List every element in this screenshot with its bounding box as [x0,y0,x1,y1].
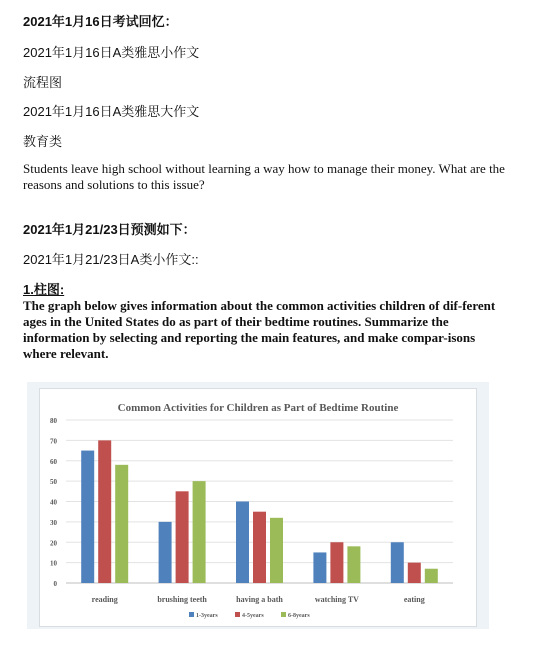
chart-figure [27,382,489,629]
y-tick-label: 30 [50,518,57,527]
task-block [23,282,503,362]
y-tick-label: 60 [50,457,57,466]
small-essay-type: 流程图 [23,75,63,90]
x-tick-label: brushing teeth [157,595,207,604]
bar-1-3years [159,522,172,583]
x-tick-label: eating [403,595,425,604]
bar-1-3years [313,552,326,583]
legend-swatch [189,612,194,617]
y-tick-label: 70 [50,437,57,446]
x-tick-label: having a bath [236,595,283,604]
y-tick-label: 10 [50,559,57,568]
legend-label: 4-5years [242,613,264,619]
y-tick-label: 50 [50,478,57,487]
bar-4-5years [330,542,343,583]
bar-6-8years [347,546,360,583]
x-tick-label: watching TV [314,595,359,604]
y-tick-label: 40 [50,498,57,507]
chart-card [39,388,477,627]
small-essay-line: 2021年1月16日A类雅思小作文 [23,45,200,60]
bar-6-8years [115,465,128,583]
x-tick-label: reading [91,595,118,604]
bar-1-3years [236,502,249,584]
big-essay-line: 2021年1月16日A类雅思大作文 [23,104,200,119]
task-number: 1.柱图: [23,282,65,297]
y-tick-label: 80 [50,417,57,425]
bar-chart [40,389,476,626]
recall-heading: 2021年1月16日考试回忆： [23,14,178,29]
big-essay-prompt: Students leave high school without learning a way how to manage their money. What are the reasons and solutions to this issue? [23,161,505,192]
big-essay-type: 教育类 [23,134,63,149]
prediction-small-line: 2021年1月21/23日A类小作文:: [23,252,199,267]
y-tick-label: 20 [50,539,57,548]
legend-swatch [235,612,240,617]
y-tick-label: 0 [53,580,57,588]
legend-label: 1-3years [196,613,218,619]
bar-1-3years [81,451,94,583]
task-text: The graph below gives information about the common activities children of dif-ferent ages in the United States do as part of their bedtime routines. Summarize the information by selecting and reporting the main features, and make compar-isons where relevant. [23,298,496,361]
bar-6-8years [193,481,206,583]
bar-6-8years [425,569,438,583]
legend-swatch [281,612,286,617]
bar-4-5years [253,512,266,583]
bar-6-8years [270,518,283,583]
bar-4-5years [408,563,421,583]
legend-label: 6-8years [288,613,310,619]
bar-4-5years [176,491,189,583]
prediction-heading: 2021年1月21/23日预测如下： [23,222,196,237]
chart-title: Common Activities for Children as Part of Bedtime Routine [117,402,399,414]
bar-1-3years [391,542,404,583]
bar-4-5years [98,440,111,583]
